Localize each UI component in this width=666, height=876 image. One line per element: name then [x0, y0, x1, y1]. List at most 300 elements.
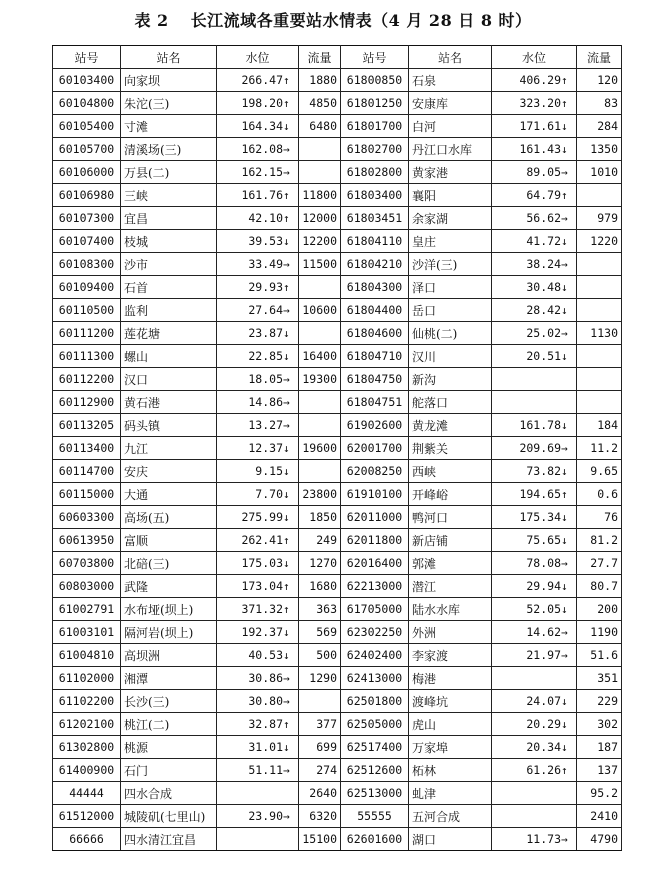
station-code-cell: 60803000: [53, 575, 121, 598]
station-code-cell: 60103400: [53, 69, 121, 92]
flow-cell: 363: [299, 598, 341, 621]
flow-cell: 27.7: [577, 552, 622, 575]
flow-cell: 2410: [577, 805, 622, 828]
water-level-cell: [217, 345, 299, 368]
station-name-cell: 李家渡: [409, 644, 492, 667]
trend-arrow-icon: ↓: [561, 718, 568, 731]
flow-cell: 699: [299, 736, 341, 759]
water-level-cell: [492, 253, 577, 276]
trend-arrow-icon: ↓: [283, 626, 290, 639]
water-level-cell: [492, 322, 577, 345]
station-name-cell: 监利: [121, 299, 217, 322]
trend-arrow-icon: ↓: [561, 350, 568, 363]
water-level-value: 41.72: [526, 234, 561, 248]
station-name-cell: 鸭河口: [409, 506, 492, 529]
water-level-cell: [492, 460, 577, 483]
station-code-cell: 62008250: [341, 460, 409, 483]
flow-cell: [299, 414, 341, 437]
station-name-cell: 码头镇: [121, 414, 217, 437]
water-level-cell: [492, 483, 577, 506]
trend-arrow-icon: ↓: [283, 465, 290, 478]
flow-cell: [299, 161, 341, 184]
station-code-cell: 66666: [53, 828, 121, 851]
flow-cell: 120: [577, 69, 622, 92]
station-code-cell: 61202100: [53, 713, 121, 736]
water-level-value: 161.78: [519, 418, 561, 432]
flow-cell: 249: [299, 529, 341, 552]
water-level-value: 75.65: [526, 533, 561, 547]
station-name-cell: 安庆: [121, 460, 217, 483]
water-level-value: 28.42: [526, 303, 561, 317]
water-level-cell: [217, 713, 299, 736]
station-name-cell: 寸滩: [121, 115, 217, 138]
station-code-cell: 61102000: [53, 667, 121, 690]
station-name-cell: 武隆: [121, 575, 217, 598]
water-level-cell: [217, 368, 299, 391]
water-level-value: 23.90: [248, 809, 283, 823]
station-name-cell: 虬津: [409, 782, 492, 805]
station-code-cell: 61804750: [341, 368, 409, 391]
water-level-cell: [492, 552, 577, 575]
station-code-cell: 61802800: [341, 161, 409, 184]
trend-arrow-icon: ↓: [561, 603, 568, 616]
water-level-value: 194.65: [519, 487, 561, 501]
station-name-cell: 汉口: [121, 368, 217, 391]
flow-cell: [577, 345, 622, 368]
water-level-value: 275.99: [241, 510, 283, 524]
station-name-cell: 城陵矶(七里山): [121, 805, 217, 828]
trend-arrow-icon: →: [283, 143, 290, 156]
station-code-cell: 62501800: [341, 690, 409, 713]
water-level-cell: [217, 92, 299, 115]
flow-cell: 80.7: [577, 575, 622, 598]
water-level-value: 39.53: [248, 234, 283, 248]
water-level-cell: [492, 575, 577, 598]
station-name-cell: 外洲: [409, 621, 492, 644]
flow-cell: 302: [577, 713, 622, 736]
station-name-cell: 三峡: [121, 184, 217, 207]
flow-cell: 1220: [577, 230, 622, 253]
water-level-cell: [217, 805, 299, 828]
station-name-cell: 大通: [121, 483, 217, 506]
table-row: [53, 253, 622, 276]
station-code-cell: 60108300: [53, 253, 121, 276]
trend-arrow-icon: →: [561, 212, 568, 225]
station-name-cell: 黄家港: [409, 161, 492, 184]
water-level-cell: [217, 253, 299, 276]
table-row: [53, 828, 622, 851]
trend-arrow-icon: ↑: [283, 74, 290, 87]
header-flow: 流量: [299, 46, 341, 69]
station-code-cell: 60105700: [53, 138, 121, 161]
station-code-cell: 60109400: [53, 276, 121, 299]
water-level-cell: [217, 322, 299, 345]
water-level-value: 52.05: [526, 602, 561, 616]
station-name-cell: 黄龙滩: [409, 414, 492, 437]
station-code-cell: 62011000: [341, 506, 409, 529]
trend-arrow-icon: ↓: [283, 511, 290, 524]
water-level-cell: [217, 667, 299, 690]
station-code-cell: 62517400: [341, 736, 409, 759]
station-code-cell: 61804210: [341, 253, 409, 276]
flow-cell: [577, 299, 622, 322]
water-level-value: 9.15: [255, 464, 283, 478]
water-level-cell: [217, 621, 299, 644]
trend-arrow-icon: →: [561, 258, 568, 271]
flow-cell: 187: [577, 736, 622, 759]
flow-cell: [299, 138, 341, 161]
station-name-cell: 石泉: [409, 69, 492, 92]
station-name-cell: 万家埠: [409, 736, 492, 759]
water-level-value: 14.62: [526, 625, 561, 639]
water-level-value: 40.53: [248, 648, 283, 662]
flow-cell: 95.2: [577, 782, 622, 805]
flow-cell: [577, 253, 622, 276]
station-name-cell: 襄阳: [409, 184, 492, 207]
station-name-cell: 汉川: [409, 345, 492, 368]
water-level-cell: [217, 759, 299, 782]
trend-arrow-icon: →: [283, 258, 290, 271]
table-row: [53, 690, 622, 713]
station-name-cell: 开峰峪: [409, 483, 492, 506]
station-code-cell: 60114700: [53, 460, 121, 483]
trend-arrow-icon: ↑: [283, 189, 290, 202]
header-station-name: 站名: [121, 46, 217, 69]
water-level-value: 262.41: [241, 533, 283, 547]
flow-cell: 10600: [299, 299, 341, 322]
station-name-cell: 泽口: [409, 276, 492, 299]
trend-arrow-icon: ↓: [561, 304, 568, 317]
trend-arrow-icon: ↑: [561, 488, 568, 501]
flow-cell: 137: [577, 759, 622, 782]
water-level-cell: [217, 184, 299, 207]
trend-arrow-icon: →: [283, 166, 290, 179]
header-row: [53, 46, 622, 69]
trend-arrow-icon: ↑: [561, 74, 568, 87]
table-row: [53, 299, 622, 322]
water-level-cell: [217, 598, 299, 621]
flow-cell: 83: [577, 92, 622, 115]
trend-arrow-icon: ↓: [561, 281, 568, 294]
water-level-value: 209.69: [519, 441, 561, 455]
water-level-value: 371.32: [241, 602, 283, 616]
flow-cell: [299, 391, 341, 414]
flow-cell: 351: [577, 667, 622, 690]
water-level-value: 29.93: [248, 280, 283, 294]
header-water-level: 水位: [492, 46, 577, 69]
station-code-cell: 61802700: [341, 138, 409, 161]
water-level-cell: [492, 759, 577, 782]
trend-arrow-icon: ↑: [561, 97, 568, 110]
flow-cell: 81.2: [577, 529, 622, 552]
trend-arrow-icon: →: [283, 695, 290, 708]
station-name-cell: 桃源: [121, 736, 217, 759]
table-row: [53, 667, 622, 690]
water-level-value: 171.61: [519, 119, 561, 133]
water-level-value: 38.24: [526, 257, 561, 271]
trend-arrow-icon: ↓: [561, 534, 568, 547]
water-level-cell: [217, 575, 299, 598]
water-level-cell: [492, 598, 577, 621]
trend-arrow-icon: →: [283, 304, 290, 317]
station-code-cell: 60603300: [53, 506, 121, 529]
water-level-value: 20.34: [526, 740, 561, 754]
water-level-cell: [492, 391, 577, 414]
station-name-cell: 螺山: [121, 345, 217, 368]
station-code-cell: 62513000: [341, 782, 409, 805]
table-row: [53, 759, 622, 782]
trend-arrow-icon: →: [283, 396, 290, 409]
water-level-cell: [217, 161, 299, 184]
table-row: [53, 805, 622, 828]
flow-cell: 19300: [299, 368, 341, 391]
table-row: [53, 713, 622, 736]
station-code-cell: 61803400: [341, 184, 409, 207]
water-level-value: 161.43: [519, 142, 561, 156]
flow-cell: 1010: [577, 161, 622, 184]
trend-arrow-icon: ↓: [561, 143, 568, 156]
station-name-cell: 西峡: [409, 460, 492, 483]
table-row: [53, 69, 622, 92]
water-level-value: 323.20: [519, 96, 561, 110]
flow-cell: 569: [299, 621, 341, 644]
station-code-cell: 60112900: [53, 391, 121, 414]
station-name-cell: 高场(五): [121, 506, 217, 529]
water-level-cell: [217, 115, 299, 138]
trend-arrow-icon: →: [283, 373, 290, 386]
water-level-cell: [492, 437, 577, 460]
trend-arrow-icon: ↓: [561, 120, 568, 133]
water-level-cell: [492, 529, 577, 552]
station-name-cell: 余家湖: [409, 207, 492, 230]
station-code-cell: 61705000: [341, 598, 409, 621]
water-level-cell: [217, 437, 299, 460]
station-name-cell: 梅港: [409, 667, 492, 690]
station-code-cell: 60113205: [53, 414, 121, 437]
station-name-cell: 湘潭: [121, 667, 217, 690]
station-name-cell: 高坝洲: [121, 644, 217, 667]
station-name-cell: 陆水水库: [409, 598, 492, 621]
water-level-cell: [217, 552, 299, 575]
table-row: [53, 782, 622, 805]
table-row: [53, 184, 622, 207]
flow-cell: 11500: [299, 253, 341, 276]
station-code-cell: 60613950: [53, 529, 121, 552]
flow-cell: [299, 276, 341, 299]
table-row: [53, 736, 622, 759]
table-row: [53, 230, 622, 253]
station-name-cell: 岳口: [409, 299, 492, 322]
flow-cell: 6320: [299, 805, 341, 828]
flow-cell: [299, 690, 341, 713]
station-name-cell: 沙市: [121, 253, 217, 276]
station-code-cell: 61803451: [341, 207, 409, 230]
water-level-cell: [492, 184, 577, 207]
water-level-value: 25.02: [526, 326, 561, 340]
flow-cell: 76: [577, 506, 622, 529]
water-level-value: 42.10: [248, 211, 283, 225]
trend-arrow-icon: ↓: [561, 465, 568, 478]
station-code-cell: 60104800: [53, 92, 121, 115]
station-code-cell: 61910100: [341, 483, 409, 506]
station-code-cell: 61800850: [341, 69, 409, 92]
flow-cell: 200: [577, 598, 622, 621]
water-level-cell: [217, 828, 299, 851]
station-code-cell: 60111200: [53, 322, 121, 345]
flow-cell: 23800: [299, 483, 341, 506]
table-row: [53, 207, 622, 230]
flow-cell: 1350: [577, 138, 622, 161]
flow-cell: 4790: [577, 828, 622, 851]
station-code-cell: 61801700: [341, 115, 409, 138]
table-row: [53, 161, 622, 184]
trend-arrow-icon: ↓: [283, 442, 290, 455]
table-row: [53, 621, 622, 644]
water-level-value: 61.26: [526, 763, 561, 777]
flow-cell: 1290: [299, 667, 341, 690]
table-caption: [0, 8, 666, 31]
water-level-value: 161.76: [241, 188, 283, 202]
station-code-cell: 61102200: [53, 690, 121, 713]
station-code-cell: 62302250: [341, 621, 409, 644]
flow-cell: 377: [299, 713, 341, 736]
flow-cell: [577, 184, 622, 207]
station-name-cell: 长沙(三): [121, 690, 217, 713]
flow-cell: 19600: [299, 437, 341, 460]
station-code-cell: 62213000: [341, 575, 409, 598]
water-level-cell: [492, 161, 577, 184]
water-level-cell: [492, 644, 577, 667]
station-code-cell: 62601600: [341, 828, 409, 851]
flow-cell: 2640: [299, 782, 341, 805]
water-level-value: 31.01: [248, 740, 283, 754]
station-name-cell: 潜江: [409, 575, 492, 598]
water-level-cell: [492, 299, 577, 322]
trend-arrow-icon: ↑: [283, 281, 290, 294]
station-code-cell: 62402400: [341, 644, 409, 667]
station-name-cell: 四水清江宜昌: [121, 828, 217, 851]
station-name-cell: 湖口: [409, 828, 492, 851]
water-level-cell: [492, 805, 577, 828]
table-row: [53, 368, 622, 391]
table-row: [53, 529, 622, 552]
station-code-cell: 55555: [341, 805, 409, 828]
water-level-cell: [217, 460, 299, 483]
table-row: [53, 345, 622, 368]
water-level-value: 73.82: [526, 464, 561, 478]
station-code-cell: 61400900: [53, 759, 121, 782]
water-level-value: 406.29: [519, 73, 561, 87]
table-row: [53, 115, 622, 138]
trend-arrow-icon: ↓: [561, 419, 568, 432]
station-name-cell: 枝城: [121, 230, 217, 253]
station-code-cell: 62512600: [341, 759, 409, 782]
station-name-cell: 舵落口: [409, 391, 492, 414]
flow-cell: 11.2: [577, 437, 622, 460]
water-level-value: 27.64: [248, 303, 283, 317]
table-row: [53, 322, 622, 345]
trend-arrow-icon: ↓: [561, 695, 568, 708]
station-name-cell: 安康库: [409, 92, 492, 115]
table-number: 表 2: [134, 11, 169, 30]
flow-cell: 12000: [299, 207, 341, 230]
station-code-cell: 60703800: [53, 552, 121, 575]
flow-cell: 1190: [577, 621, 622, 644]
station-code-cell: 61804400: [341, 299, 409, 322]
trend-arrow-icon: ↓: [283, 649, 290, 662]
station-code-cell: 62413000: [341, 667, 409, 690]
water-level-value: 30.80: [248, 694, 283, 708]
trend-arrow-icon: ↓: [561, 741, 568, 754]
station-name-cell: 石门: [121, 759, 217, 782]
water-level-cell: [217, 644, 299, 667]
station-name-cell: 朱沱(三): [121, 92, 217, 115]
table-row: [53, 92, 622, 115]
flow-cell: 0.6: [577, 483, 622, 506]
water-level-cell: [217, 736, 299, 759]
station-name-cell: 宜昌: [121, 207, 217, 230]
water-level-value: 22.85: [248, 349, 283, 363]
water-level-cell: [217, 483, 299, 506]
flow-cell: 1270: [299, 552, 341, 575]
trend-arrow-icon: ↑: [283, 534, 290, 547]
water-level-value: 21.97: [526, 648, 561, 662]
station-code-cell: 61804110: [341, 230, 409, 253]
trend-arrow-icon: ↓: [561, 580, 568, 593]
station-name-cell: 沙洋(三): [409, 253, 492, 276]
flow-cell: [299, 322, 341, 345]
trend-arrow-icon: ↓: [283, 741, 290, 754]
table-row: [53, 506, 622, 529]
water-level-value: 162.15: [241, 165, 283, 179]
trend-arrow-icon: ↓: [283, 350, 290, 363]
water-level-value: 11.73: [526, 832, 561, 846]
water-level-value: 32.87: [248, 717, 283, 731]
trend-arrow-icon: →: [561, 442, 568, 455]
water-level-cell: [492, 621, 577, 644]
table-body: [53, 69, 622, 851]
header-water-level: 水位: [217, 46, 299, 69]
water-level-value: 198.20: [241, 96, 283, 110]
station-name-cell: 水布垭(坝上): [121, 598, 217, 621]
station-code-cell: 61302800: [53, 736, 121, 759]
water-level-cell: [492, 690, 577, 713]
trend-arrow-icon: ↓: [283, 327, 290, 340]
trend-arrow-icon: ↑: [283, 718, 290, 731]
station-name-cell: 九江: [121, 437, 217, 460]
table-row: [53, 138, 622, 161]
water-level-value: 56.62: [526, 211, 561, 225]
station-code-cell: 60106000: [53, 161, 121, 184]
water-level-value: 78.08: [526, 556, 561, 570]
water-level-cell: [217, 69, 299, 92]
water-level-cell: [217, 207, 299, 230]
flow-cell: 15100: [299, 828, 341, 851]
station-code-cell: 61801250: [341, 92, 409, 115]
water-level-cell: [492, 782, 577, 805]
water-level-value: 89.05: [526, 165, 561, 179]
trend-arrow-icon: →: [561, 626, 568, 639]
water-level-cell: [217, 529, 299, 552]
water-level-value: 51.11: [248, 763, 283, 777]
station-name-cell: 向家坝: [121, 69, 217, 92]
water-level-value: 12.37: [248, 441, 283, 455]
water-level-cell: [492, 138, 577, 161]
station-code-cell: 60113400: [53, 437, 121, 460]
station-code-cell: 61804710: [341, 345, 409, 368]
station-name-cell: 桃江(二): [121, 713, 217, 736]
flow-cell: 274: [299, 759, 341, 782]
